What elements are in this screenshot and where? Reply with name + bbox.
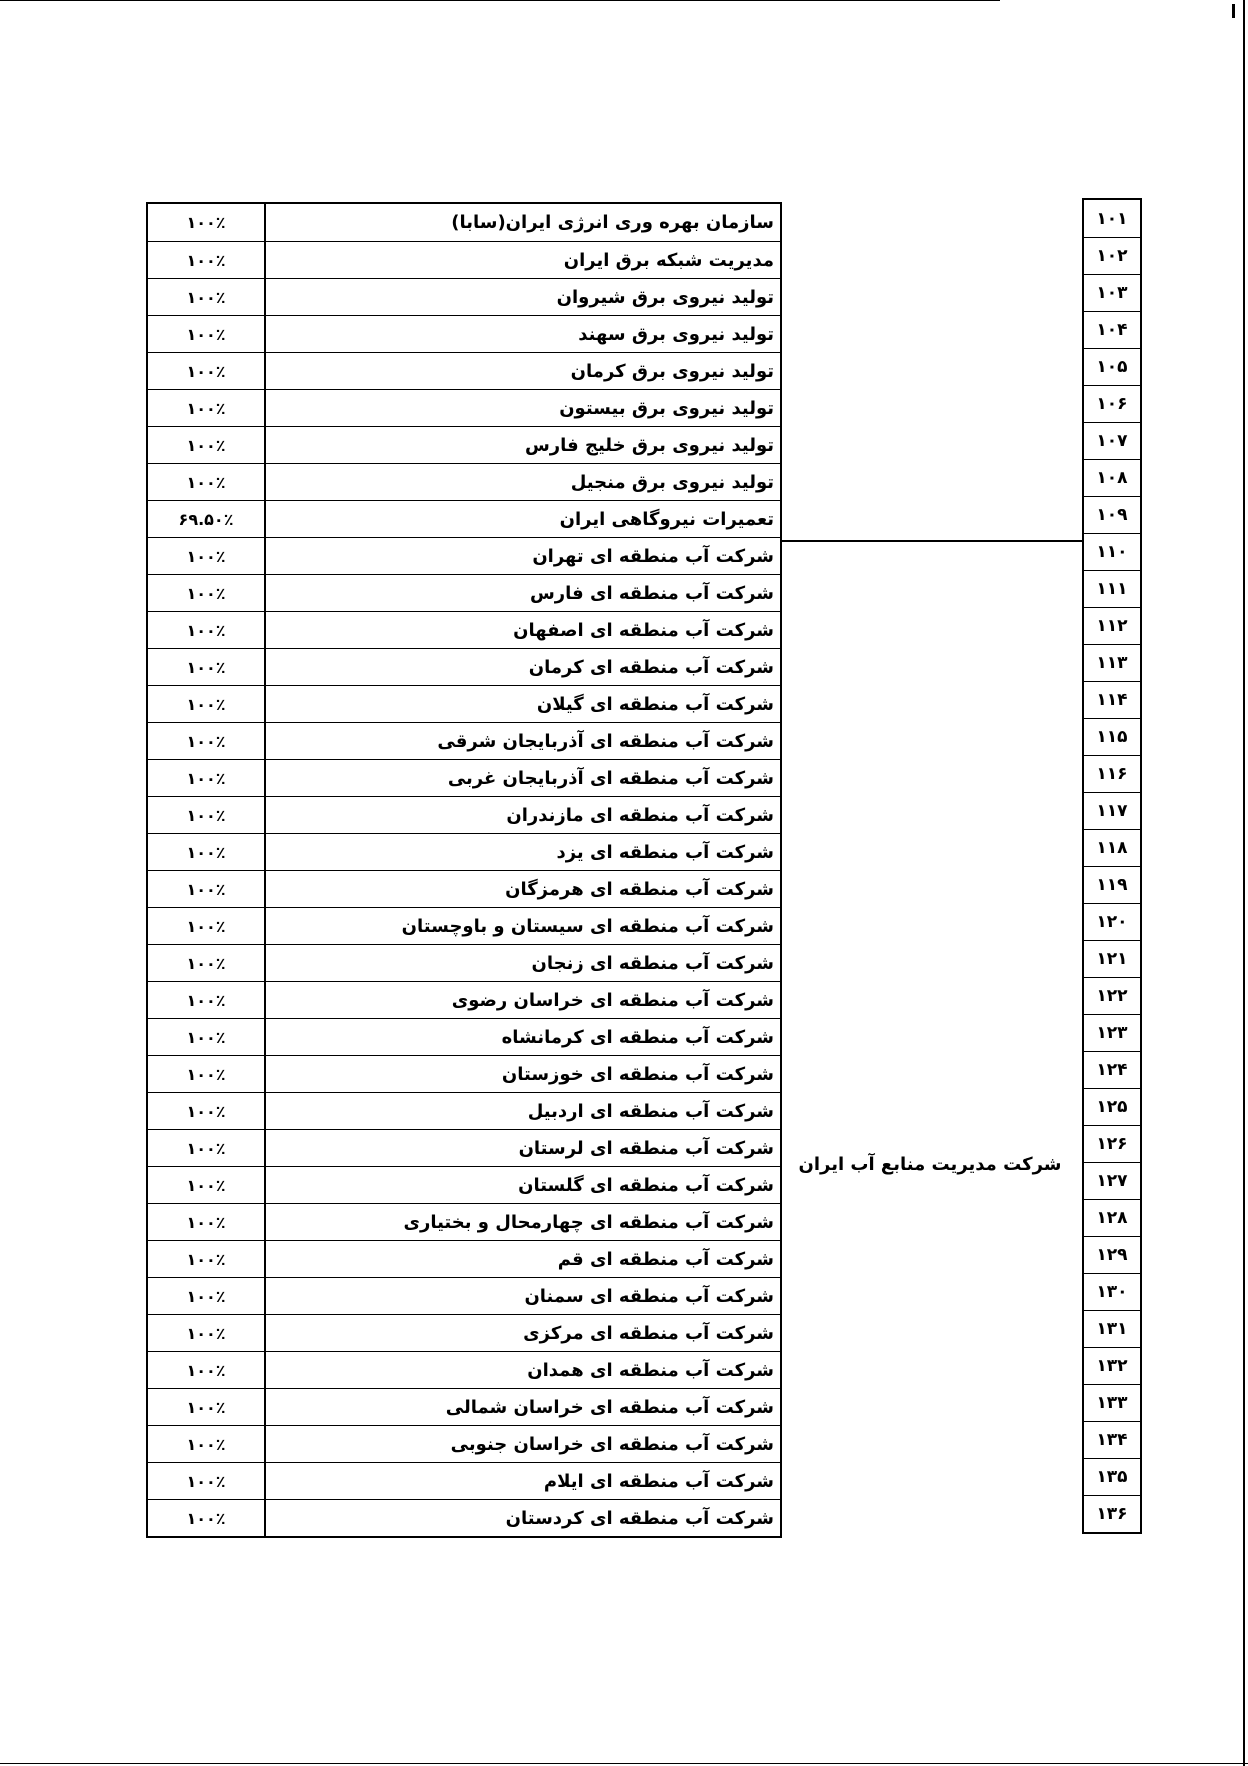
ownership-percent-cell: ۱۰۰٪ — [148, 242, 266, 278]
table-row — [148, 1129, 780, 1166]
table-row — [148, 722, 780, 759]
table-row — [148, 204, 780, 241]
ownership-percent-cell: ۱۰۰٪ — [148, 1130, 266, 1166]
row-number-cell: ۱۲۹ — [1084, 1236, 1140, 1273]
row-number-cell: ۱۳۵ — [1084, 1458, 1140, 1495]
table-row — [148, 278, 780, 315]
ownership-percent-cell: ۱۰۰٪ — [148, 723, 266, 759]
ownership-percent-cell: ۱۰۰٪ — [148, 279, 266, 315]
company-name-cell: شرکت آب منطقه ای خراسان رضوی — [451, 989, 774, 1011]
ownership-percent-cell: ۱۰۰٪ — [148, 1352, 266, 1388]
parent-organization-label: شرکت مدیریت منابع آب ایران — [798, 1153, 1062, 1175]
row-number-cell: ۱۲۱ — [1084, 940, 1140, 977]
company-name-cell: شرکت آب منطقه ای قم — [557, 1248, 774, 1270]
table-row — [148, 389, 780, 426]
company-name-cell: تولید نیروی برق شیروان — [556, 286, 774, 308]
row-number-cell: ۱۳۱ — [1084, 1310, 1140, 1347]
row-number-cell: ۱۳۶ — [1084, 1495, 1140, 1532]
company-name-cell: تولید نیروی برق سهند — [578, 323, 774, 345]
company-name-cell: شرکت آب منطقه ای سیستان و باوچستان — [401, 915, 774, 937]
row-number-cell: ۱۱۸ — [1084, 829, 1140, 866]
company-name-cell: شرکت آب منطقه ای همدان — [527, 1359, 774, 1381]
table-row — [148, 1351, 780, 1388]
table-row — [148, 1314, 780, 1351]
page-corner-mark — [1232, 4, 1235, 18]
row-number-cell: ۱۱۳ — [1084, 644, 1140, 681]
company-name-cell: شرکت آب منطقه ای آذربایجان شرقی — [437, 730, 774, 752]
table-row — [148, 796, 780, 833]
company-name-cell: سازمان بهره وری انرژی ایران(سابا) — [451, 212, 774, 233]
company-name-cell: شرکت آب منطقه ای ایلام — [543, 1470, 774, 1492]
company-name-cell: تولید نیروی برق کرمان — [570, 360, 774, 382]
company-name-cell: شرکت آب منطقه ای فارس — [529, 582, 774, 604]
row-number-cell: ۱۰۲ — [1084, 237, 1140, 274]
company-name-cell: تولید نیروی برق منجیل — [570, 471, 774, 493]
company-name-cell: شرکت آب منطقه ای گلستان — [518, 1174, 774, 1196]
company-name-cell: شرکت آب منطقه ای چهارمحال و بختیاری — [403, 1211, 774, 1233]
company-name-cell: شرکت آب منطقه ای خوزستان — [501, 1063, 774, 1085]
company-name-cell: شرکت آب منطقه ای هرمزگان — [505, 878, 774, 900]
ownership-percent-cell: ۱۰۰٪ — [148, 908, 266, 944]
table-row — [148, 759, 780, 796]
ownership-percent-cell: ۱۰۰٪ — [148, 1167, 266, 1203]
table-row — [148, 907, 780, 944]
table-row — [148, 1240, 780, 1277]
row-number-cell: ۱۲۴ — [1084, 1051, 1140, 1088]
company-name-cell: شرکت آب منطقه ای کردستان — [505, 1507, 774, 1529]
row-number-cell: ۱۱۱ — [1084, 570, 1140, 607]
ownership-percent-cell: ۱۰۰٪ — [148, 612, 266, 648]
ownership-percent-cell: ۱۰۰٪ — [148, 204, 266, 241]
table-row — [148, 1388, 780, 1425]
company-name-cell: تعمیرات نیروگاهی ایران — [559, 508, 774, 530]
table-row — [148, 1092, 780, 1129]
row-number-cell: ۱۲۰ — [1084, 903, 1140, 940]
company-name-cell: شرکت آب منطقه ای گیلان — [536, 693, 774, 715]
ownership-percent-cell: ۶۹.۵۰٪ — [148, 501, 266, 537]
ownership-percent-cell: ۱۰۰٪ — [148, 649, 266, 685]
ownership-percent-cell: ۱۰۰٪ — [148, 1093, 266, 1129]
table-row — [148, 500, 780, 537]
row-number-cell: ۱۰۷ — [1084, 422, 1140, 459]
table-row — [148, 611, 780, 648]
company-name-cell: شرکت آب منطقه ای کرمانشاه — [501, 1026, 774, 1048]
ownership-percent-cell: ۱۰۰٪ — [148, 797, 266, 833]
company-name-cell: تولید نیروی برق خلیج فارس — [524, 434, 774, 456]
row-number-cell: ۱۰۶ — [1084, 385, 1140, 422]
row-number-cell: ۱۳۲ — [1084, 1347, 1140, 1384]
ownership-percent-cell: ۱۰۰٪ — [148, 945, 266, 981]
table-row — [148, 241, 780, 278]
company-name-cell: مدیریت شبکه برق ایران — [563, 249, 774, 271]
ownership-percent-cell: ۱۰۰٪ — [148, 427, 266, 463]
company-name-cell: شرکت آب منطقه ای اردبیل — [527, 1100, 774, 1122]
row-number-cell: ۱۰۴ — [1084, 311, 1140, 348]
ownership-percent-cell: ۱۰۰٪ — [148, 1019, 266, 1055]
ownership-percent-cell: ۱۰۰٪ — [148, 1500, 266, 1536]
ownership-percent-cell: ۱۰۰٪ — [148, 464, 266, 500]
row-number-column — [1082, 198, 1142, 1534]
company-name-cell: تولید نیروی برق بیستون — [559, 397, 774, 419]
row-number-cell: ۱۲۳ — [1084, 1014, 1140, 1051]
company-name-cell: شرکت آب منطقه ای کرمان — [528, 656, 774, 678]
table-row — [148, 685, 780, 722]
ownership-percent-cell: ۱۰۰٪ — [148, 1241, 266, 1277]
row-number-cell: ۱۱۰ — [1084, 533, 1140, 570]
ownership-percent-cell: ۱۰۰٪ — [148, 1463, 266, 1499]
row-number-cell: ۱۱۷ — [1084, 792, 1140, 829]
company-name-cell: شرکت آب منطقه ای خراسان جنوبی — [450, 1433, 774, 1455]
company-name-cell: شرکت آب منطقه ای آذربایجان غربی — [447, 767, 774, 789]
company-name-cell: شرکت آب منطقه ای مازندران — [506, 804, 774, 826]
company-name-cell: شرکت آب منطقه ای مرکزی — [523, 1322, 774, 1344]
ownership-percent-cell: ۱۰۰٪ — [148, 982, 266, 1018]
row-number-cell: ۱۲۲ — [1084, 977, 1140, 1014]
table-row — [148, 574, 780, 611]
company-name-cell: شرکت آب منطقه ای اصفهان — [513, 619, 774, 641]
ownership-percent-cell: ۱۰۰٪ — [148, 316, 266, 352]
ownership-percent-cell: ۱۰۰٪ — [148, 834, 266, 870]
row-number-cell: ۱۰۸ — [1084, 459, 1140, 496]
ownership-percent-cell: ۱۰۰٪ — [148, 353, 266, 389]
page-right-border — [1243, 0, 1245, 1766]
table-row — [148, 352, 780, 389]
table-row — [148, 1203, 780, 1240]
page-top-border — [0, 0, 1000, 1]
row-number-cell: ۱۱۵ — [1084, 718, 1140, 755]
table-row — [148, 648, 780, 685]
table-row — [148, 981, 780, 1018]
table-row — [148, 1018, 780, 1055]
row-number-cell: ۱۲۶ — [1084, 1125, 1140, 1162]
row-number-cell: ۱۰۱ — [1096, 208, 1128, 229]
ownership-percent-cell: ۱۰۰٪ — [148, 538, 266, 574]
row-number-cell: ۱۱۴ — [1084, 681, 1140, 718]
row-number-cell: ۱۳۳ — [1084, 1384, 1140, 1421]
ownership-percent-cell: ۱۰۰٪ — [148, 1389, 266, 1425]
ownership-percent-cell: ۱۰۰٪ — [148, 1426, 266, 1462]
table-row — [148, 1425, 780, 1462]
table-row — [148, 1055, 780, 1092]
ownership-percent-cell: ۱۰۰٪ — [148, 760, 266, 796]
table-row — [148, 1462, 780, 1499]
page-bottom-border — [0, 1763, 1248, 1764]
row-number-cell: ۱۰۹ — [1084, 496, 1140, 533]
ownership-percent-cell: ۱۰۰٪ — [148, 1278, 266, 1314]
ownership-percent-cell: ۱۰۰٪ — [148, 575, 266, 611]
table-row — [148, 870, 780, 907]
table-row — [148, 537, 780, 574]
table-row — [148, 833, 780, 870]
ownership-percent-cell: ۱۰۰٪ — [148, 1056, 266, 1092]
table-row — [148, 1166, 780, 1203]
ownership-percent-cell: ۱۰۰٪ — [148, 1204, 266, 1240]
company-name-cell: شرکت آب منطقه ای تهران — [532, 545, 774, 567]
company-name-cell: شرکت آب منطقه ای سمنان — [524, 1285, 774, 1307]
row-number-cell: ۱۳۴ — [1084, 1421, 1140, 1458]
row-number-cell: ۱۲۷ — [1084, 1162, 1140, 1199]
group-separator-line — [782, 540, 1082, 542]
ownership-percent-cell: ۱۰۰٪ — [148, 686, 266, 722]
company-name-cell: شرکت آب منطقه ای لرستان — [518, 1137, 774, 1159]
table-row — [148, 944, 780, 981]
company-name-cell: شرکت آب منطقه ای زنجان — [531, 952, 774, 974]
row-number-cell: ۱۰۵ — [1084, 348, 1140, 385]
company-name-cell: شرکت آب منطقه ای خراسان شمالی — [445, 1396, 774, 1418]
table-row — [148, 426, 780, 463]
ownership-percent-cell: ۱۰۰٪ — [148, 390, 266, 426]
ownership-percent-cell: ۱۰۰٪ — [148, 871, 266, 907]
companies-table — [146, 202, 782, 1538]
row-number-cell: ۱۳۰ — [1084, 1273, 1140, 1310]
table-row — [148, 1499, 780, 1536]
company-name-cell: شرکت آب منطقه ای یزد — [556, 841, 774, 863]
ownership-percent-cell: ۱۰۰٪ — [148, 1315, 266, 1351]
table-row — [148, 1277, 780, 1314]
table-row — [148, 463, 780, 500]
row-number-cell: ۱۰۳ — [1084, 274, 1140, 311]
table-row — [148, 315, 780, 352]
row-number-cell: ۱۱۲ — [1084, 607, 1140, 644]
row-number-cell: ۱۱۹ — [1084, 866, 1140, 903]
row-number-cell: ۱۱۶ — [1084, 755, 1140, 792]
row-number-cell: ۱۲۵ — [1084, 1088, 1140, 1125]
row-number-cell: ۱۲۸ — [1084, 1199, 1140, 1236]
